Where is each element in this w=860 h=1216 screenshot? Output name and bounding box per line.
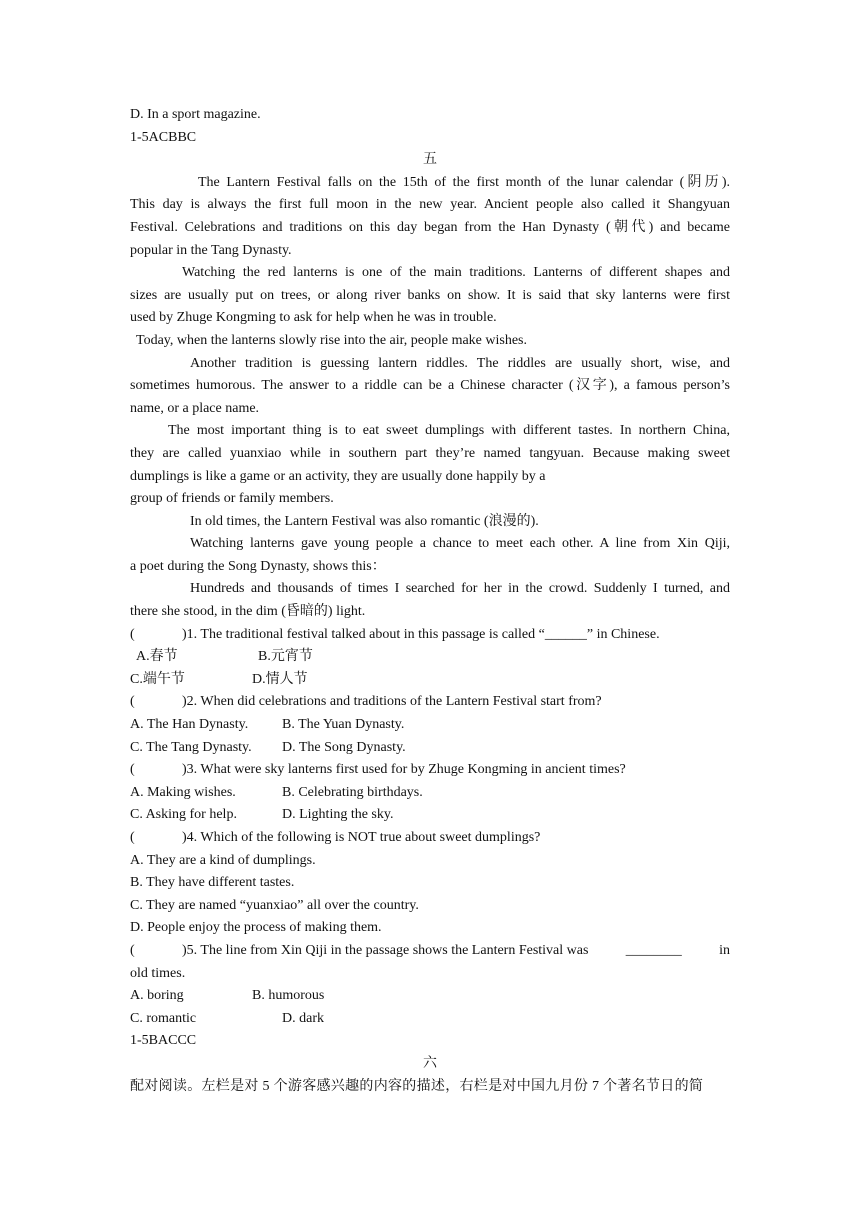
answer-blank[interactable]: ( xyxy=(130,942,135,958)
answer-blank[interactable]: ( xyxy=(130,762,135,778)
passage-line: Hundreds and thousands of times I searched for her in the crowd. Suddenly I turned, and xyxy=(190,581,730,597)
option-d: D. People enjoy the process of making them. xyxy=(130,920,382,936)
passage-line: group of friends or family members. xyxy=(130,491,334,507)
answer-blank[interactable]: ( xyxy=(130,694,135,710)
previous-answer-key: 1-5ACBBC xyxy=(130,129,197,145)
passage-line: The Lantern Festival falls on the 15th of the first month of the lunar calendar (阴历). xyxy=(198,174,730,190)
answer-blank[interactable]: ( xyxy=(130,626,135,642)
option-a: A. boring xyxy=(130,988,184,1004)
question-1-options-row xyxy=(130,669,730,692)
passage-line: Another tradition is guessing lantern riddles. The riddles are usually short, wise, and xyxy=(190,355,730,371)
answer-blank[interactable]: ( xyxy=(130,830,135,845)
option-b: B. Celebrating birthdays. xyxy=(282,784,423,800)
option-b: B. They have different tastes. xyxy=(130,875,295,891)
fill-blank: ________ xyxy=(625,942,682,958)
option-a: A. The Han Dynasty. xyxy=(130,717,249,733)
option-c: C. They are named “yuanxiao” all over the country. xyxy=(130,897,419,913)
question-stem-end: in xyxy=(719,942,730,958)
question-2 xyxy=(130,691,730,714)
option-a: A. They are a kind of dumplings. xyxy=(130,852,316,868)
passage-line: dumplings is like a game or an activity, they are usually done happily by a xyxy=(130,468,546,484)
passage xyxy=(130,172,730,624)
question-5-options-row xyxy=(130,1008,730,1031)
option-b: B. humorous xyxy=(252,988,325,1004)
passage-line: Watching the red lanterns is one of the main traditions. Lanterns of different shapes and xyxy=(182,265,730,281)
question-1 xyxy=(130,624,730,647)
question-stem: )2. When did celebrations and traditions of the Lantern Festival start from? xyxy=(182,694,602,710)
section-5-answer-key: 1-5BACCC xyxy=(130,1033,197,1049)
question-stem: )1. The traditional festival talked about in this passage is called “______” in Chinese. xyxy=(182,626,660,642)
question-2-options-row xyxy=(130,737,730,760)
passage-line: there she stood, in the dim (昏暗的) light. xyxy=(130,604,366,620)
option-c: C. The Tang Dynasty. xyxy=(130,739,252,755)
option-c: C. romantic xyxy=(130,1010,197,1026)
option-d: D.情人节 xyxy=(252,671,308,687)
option-b: B. The Yuan Dynasty. xyxy=(282,717,405,733)
question-stem: )5. The line from Xin Qiji in the passage shows the Lantern Festival was xyxy=(182,942,589,958)
question-2-options-row xyxy=(130,714,730,737)
passage-line: The most important thing is to eat sweet dumplings with different tastes. In northern China, xyxy=(168,423,730,439)
passage-line: sometimes humorous. The answer to a riddle can be a Chinese character (汉字), a famous person’s xyxy=(130,378,730,394)
option-a: A. Making wishes. xyxy=(130,784,236,800)
option-b: B.元宵节 xyxy=(258,649,313,665)
passage-line: Festival. Celebrations and traditions on this day began from the Han Dynasty (朝代) and became xyxy=(130,219,730,235)
question-3-options-row xyxy=(130,804,730,827)
option-c: C. Asking for help. xyxy=(130,807,237,823)
option-d: D. Lighting the sky. xyxy=(282,807,394,823)
passage-line: In old times, the Lantern Festival was also romantic (浪漫的). xyxy=(190,513,539,529)
passage-line: sizes are usually put on trees, or along river banks on show. It is said that sky lanterns were first xyxy=(130,287,730,303)
section-6-intro: 配对阅读。左栏是对 5 个游客感兴趣的内容的描述，右栏是对中国九月份 7 个著名节日的简 xyxy=(130,1078,704,1094)
passage-line: Today, when the lanterns slowly rise into the air, people make wishes. xyxy=(136,332,528,348)
passage-line: they are called yuanxiao while in southern part they’re named tangyuan. Because making sweet xyxy=(130,445,730,461)
question-4 xyxy=(130,827,730,850)
passage-line: popular in the Tang Dynasty. xyxy=(130,242,292,258)
passage-line: Watching lanterns gave young people a chance to meet each other. A line from Xin Qiji, xyxy=(190,536,730,552)
question-5-options-row xyxy=(130,985,730,1008)
passage-line: name, or a place name. xyxy=(130,400,260,416)
question-stem: )3. What were sky lanterns first used for by Zhuge Kongming in ancient times? xyxy=(182,762,626,778)
option-d: D. The Song Dynasty. xyxy=(282,739,406,755)
document-page xyxy=(130,104,730,1098)
passage-line: used by Zhuge Kongming to ask for help when he was in trouble. xyxy=(130,310,497,326)
section-5-heading: 五 xyxy=(423,152,437,168)
question-stem: )4. Which of the following is NOT true about sweet dumplings? xyxy=(182,830,541,845)
section-6-heading: 六 xyxy=(423,1055,437,1071)
previous-option-d: D. In a sport magazine. xyxy=(130,107,261,122)
question-1-options-row xyxy=(130,646,730,669)
option-d: D. dark xyxy=(282,1010,324,1026)
option-c: C.端午节 xyxy=(130,671,185,687)
question-stem-continued: old times. xyxy=(130,965,186,981)
question-5 xyxy=(130,940,730,963)
option-a: A.春节 xyxy=(136,649,178,665)
passage-line: a poet during the Song Dynasty, shows this： xyxy=(130,558,386,574)
passage-line: This day is always the first full moon in the new year. Ancient people also called it Shangyuan xyxy=(130,197,730,213)
question-3 xyxy=(130,759,730,782)
question-3-options-row xyxy=(130,782,730,805)
